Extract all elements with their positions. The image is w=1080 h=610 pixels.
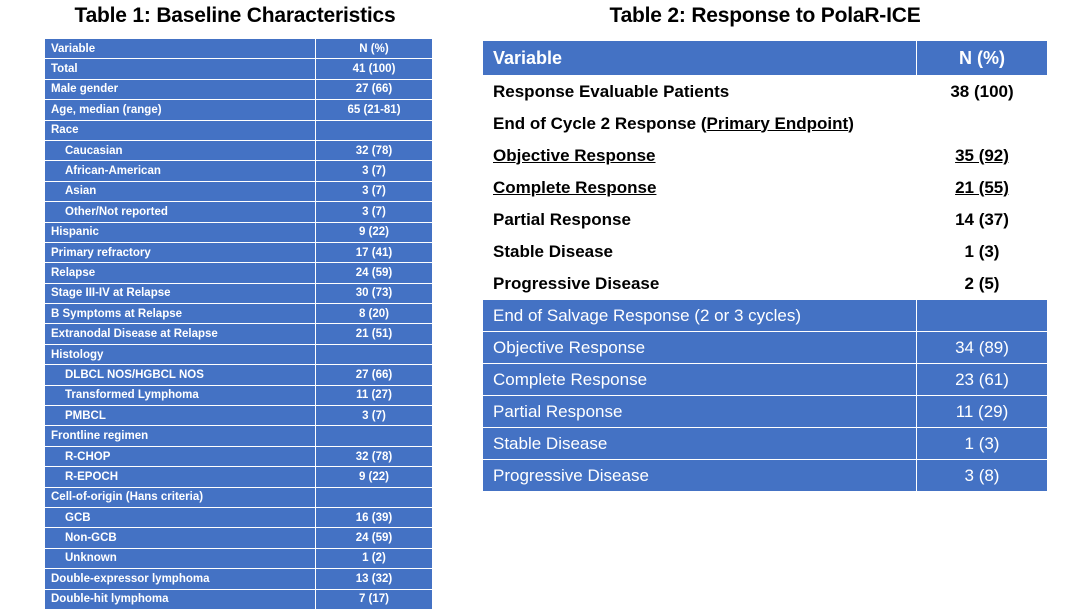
table2-row-value-text: 2 (5) [964,273,1000,293]
table1-row-value: 9 (22) [316,222,433,242]
table1-row-value: 24 (59) [316,528,433,548]
table1-row-value: 17 (41) [316,242,433,262]
table1-row-label: Histology [45,344,316,364]
table-row [483,300,1048,332]
table1-row-label: Double-hit lymphoma [45,589,316,609]
table1-row-label: PMBCL [45,406,316,426]
table2-row-value [917,236,1048,268]
table2-header-row [483,41,1048,76]
table2-row-label [483,332,917,364]
table1-row-label: Extranodal Disease at Relapse [45,324,316,344]
table-row [45,467,433,487]
table-row [483,396,1048,428]
table1-column-header: N (%) [316,39,433,59]
table-row [483,172,1048,204]
table-row [45,181,433,201]
table1-row-value: 32 (78) [316,140,433,160]
table-row [45,507,433,527]
table1-row-value: 7 (17) [316,589,433,609]
table-row [483,268,1048,300]
table-row [45,406,433,426]
table1-row-value: 65 (21-81) [316,100,433,120]
table1-row-label: Other/Not reported [45,202,316,222]
table2-row-label [483,140,917,172]
table2-row-label [483,428,917,460]
table2-row-label-underlined: Primary Endpoint [706,113,849,133]
table1-header-row [45,39,433,59]
table1-row-label: Relapse [45,263,316,283]
table1-row-label: Non-GCB [45,528,316,548]
table2-row-label-text: Partial Response [493,209,631,229]
table2-row-value [917,204,1048,236]
table2-row-label-text: Objective Response [493,145,656,165]
table1-row-value: 9 (22) [316,467,433,487]
table2-row-value [917,428,1048,460]
table1-row-value [316,344,433,364]
table2-row-label-text: Complete Response [493,177,657,197]
table2-row-value [917,268,1048,300]
table1-row-label: Caucasian [45,140,316,160]
table1-row-value: 3 (7) [316,406,433,426]
table2-row-label [483,396,917,428]
table2-row-label-text: Stable Disease [493,433,608,453]
table1-row-value [316,426,433,446]
table2-row-value [917,396,1048,428]
table2-row-label [483,460,917,492]
table-row [45,79,433,99]
table1-row-value: 3 (7) [316,202,433,222]
table2-row-label [483,172,917,204]
table-row [45,385,433,405]
table1-row-value [316,487,433,507]
table1-title: Table 1: Baseline Characteristics [74,4,396,27]
table-row [483,428,1048,460]
table1-column-header: Variable [45,39,316,59]
table1-row-label: Age, median (range) [45,100,316,120]
table1-row-label: R-CHOP [45,446,316,466]
table2-row-value [917,172,1048,204]
table-row [45,528,433,548]
table1-row-label: Total [45,59,316,79]
table2-row-value [917,76,1048,108]
table2-row-label-text: Complete Response [493,369,648,389]
table1-row-value: 13 (32) [316,569,433,589]
table-row [45,202,433,222]
table2-row-label-text: Response Evaluable Patients [493,81,730,101]
table-row [45,283,433,303]
table2-row-label-text: Objective Response [493,337,646,357]
table-row [45,304,433,324]
table2-row-value-text: 1 (3) [964,241,1000,261]
table2-row-value [917,140,1048,172]
table-row [45,324,433,344]
table-row [45,120,433,140]
table1-row-label: African-American [45,161,316,181]
table1-row-label: R-EPOCH [45,467,316,487]
table1-row-label: Hispanic [45,222,316,242]
table1-row-label: Stage III-IV at Relapse [45,283,316,303]
table-row [483,204,1048,236]
table1-row-value: 32 (78) [316,446,433,466]
table2-row-value [917,108,1048,140]
table1-row-value: 16 (39) [316,507,433,527]
table1-row-label: Male gender [45,79,316,99]
table-row [483,236,1048,268]
table-row [45,426,433,446]
table2-row-label [483,268,917,300]
table2-container [482,4,1048,492]
table1-row-label: DLBCL NOS/HGBCL NOS [45,365,316,385]
table2-row-label [483,76,917,108]
table-row [45,548,433,568]
table2-row-label-text: Stable Disease [493,241,614,261]
table2-row-value-text: 21 (55) [955,177,1009,197]
table1-row-label: B Symptoms at Relapse [45,304,316,324]
table2-title: Table 2: Response to PolaR-ICE [609,4,921,27]
table-row [483,76,1048,108]
table2-column-header: Variable [483,41,917,76]
table2-row-value-text: 34 (89) [955,337,1009,357]
table-row [45,222,433,242]
table1-row-value: 24 (59) [316,263,433,283]
table2-row-value-text: 11 (29) [955,401,1009,421]
table1-row-label: Transformed Lymphoma [45,385,316,405]
table2-row-label-text: End of Salvage Response (2 or 3 cycles) [493,305,802,325]
table2-row-value-text: 23 (61) [955,369,1009,389]
table1-row-label: GCB [45,507,316,527]
table1-row-value [316,120,433,140]
table2-row-value-text: 3 (8) [964,465,1000,485]
table1 [44,38,433,610]
table2-row-label [483,300,917,332]
table-row [45,100,433,120]
table-row [45,365,433,385]
table-row [45,59,433,79]
table2-row-label: End of Cycle 2 Response (Primary Endpoint) [483,108,917,140]
table1-row-label: Asian [45,181,316,201]
table1-row-value: 27 (66) [316,365,433,385]
table2-row-value-text: 38 (100) [950,81,1014,101]
table2-row-label [483,204,917,236]
table2-row-label-text: Progressive Disease [493,273,660,293]
table1-row-label: Frontline regimen [45,426,316,446]
table1-row-value: 3 (7) [316,181,433,201]
table-row [45,589,433,609]
table1-row-value: 30 (73) [316,283,433,303]
table-row [45,140,433,160]
table1-container [44,4,426,610]
table2-row-label-text: Partial Response [493,401,623,421]
table-row [45,263,433,283]
table2-row-value [917,332,1048,364]
table2-row-label-text: Progressive Disease [493,465,649,485]
table1-row-label: Race [45,120,316,140]
table2-column-header: N (%) [917,41,1048,76]
table1-row-label: Double-expressor lymphoma [45,569,316,589]
table1-row-label: Primary refractory [45,242,316,262]
table-row [483,108,1048,140]
table1-row-value: 21 (51) [316,324,433,344]
table1-row-label: Unknown [45,548,316,568]
table2-row-value [917,364,1048,396]
table-row [45,242,433,262]
table2-row-label [483,236,917,268]
table1-row-label: Cell-of-origin (Hans criteria) [45,487,316,507]
table-row [483,364,1048,396]
table2-row-value-text: 35 (92) [955,145,1009,165]
table1-row-value: 3 (7) [316,161,433,181]
table2-row-value [917,300,1048,332]
table2-row-value [917,460,1048,492]
table-row [483,140,1048,172]
table-row [45,446,433,466]
table-row [483,332,1048,364]
table2-row-value-text: 1 (3) [964,433,1000,453]
table2-row-value-text: 14 (37) [955,209,1009,229]
table1-row-value: 8 (20) [316,304,433,324]
table1-row-value: 27 (66) [316,79,433,99]
table1-row-value: 1 (2) [316,548,433,568]
table-row [45,161,433,181]
table1-row-value: 11 (27) [316,385,433,405]
table-row [45,487,433,507]
table-row [45,569,433,589]
table2-row-label [483,364,917,396]
table-row [45,344,433,364]
table2 [482,40,1048,492]
table-row [483,460,1048,492]
table1-row-value: 41 (100) [316,59,433,79]
